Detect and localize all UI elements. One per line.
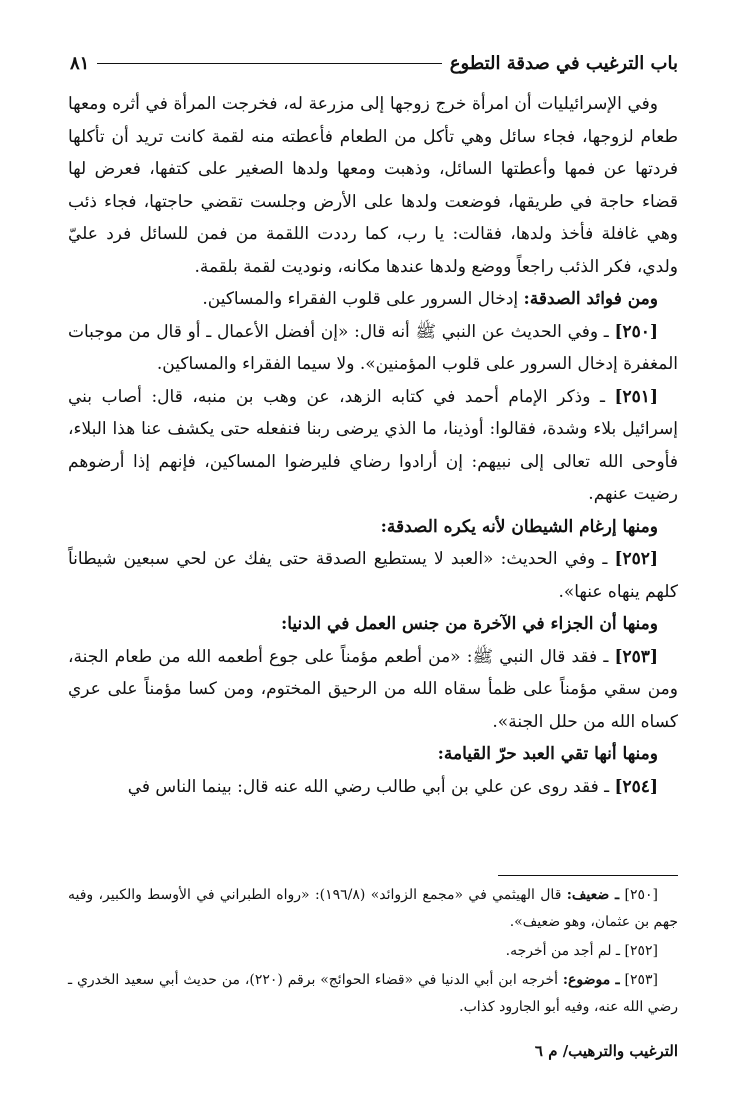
- heading-lead: ومن فوائد الصدقة:: [523, 289, 658, 309]
- paragraph-text: وفي الإسرائيليات أن امرأة خرج زوجها إلى مزرعة له، فخرجت المرأة في أثره ومعها طعام لزوجها، فجاء سائل وهي تأكل من الطعام فأعطته منه لقمة كانت تريد أن تأكلها فردتها عن فمها وأعطتها السائل، وذهبت ومعها ولدها الصغير على كتفها، فعرض لها قضاء حاجة في طريقها، فوضعت ولدها على الأرض وجلست تقضي حاجتها، فجاء ذئب وهي غافلة فأخذ ولدها، فقالت: يا رب، كما رددت اللقمة من فمن للسائل فرد عليّ ولدي، فكر الذئب راجعاً ووضع ولدها عندها مكانه، ونوديت لقمة بلقمة.: [68, 94, 678, 277]
- hadith-text: ـ وذكر الإمام أحمد في كتابه الزهد، عن وهب بن منبه، قال: أصاب بني إسرائيل بلاء وشدة، فقالوا: أوذينا، ما الذي يرضى ربنا فنفعله حتى يكشف عنا هذا البلاء، فأوحى الله تعالى إلى نبيهم: إن أرادوا رضاي فليرضوا المساكين، فإنهم إذا أرضوهم رضيت عنهم.: [68, 386, 678, 504]
- main-text: [68, 88, 678, 803]
- hadith-number: [٢٥٣]: [614, 646, 658, 667]
- footnotes: [68, 882, 678, 1023]
- section-heading: [68, 738, 678, 771]
- hadith-text: ـ وفي الحديث: «العبد لا يستطيع الصدقة حتى يفك عن لحي سبعين شيطاناً كلهم ينهاه عنها».: [68, 549, 678, 602]
- footnote: [68, 882, 678, 936]
- hadith-text: ـ وفي الحديث عن النبي ﷺ أنه قال: «إن أفضل الأعمال ـ أو قال من موجبات المغفرة إدخال السرور على قلوب المؤمنين». ولا سيما الفقراء والمساكين.: [68, 321, 678, 374]
- footnote-grade: ـ موضوع:: [562, 972, 620, 988]
- section-heading: [68, 608, 678, 641]
- footnote-number: [٢٥٠]: [624, 887, 658, 903]
- footnote-grade: ـ ضعيف:: [566, 887, 620, 903]
- footnote: [68, 938, 678, 965]
- section-heading: [68, 283, 678, 316]
- footnote-text: أخرجه ابن أبي الدنيا في «قضاء الحوائج» برقم (٢٢٠)، من حديث أبي سعيد الخدري ـ رضي الله عنه، وفيه أبو الجارود كذاب.: [68, 972, 678, 1015]
- heading-lead: ومنها أنها تقي العبد حرّ القيامة:: [437, 744, 658, 764]
- footnote: [68, 967, 678, 1021]
- hadith-number: [٢٥١]: [614, 386, 658, 407]
- chapter-title: باب الترغيب في صدقة التطوع: [449, 52, 678, 74]
- hadith-entry: [68, 641, 678, 739]
- heading-lead: ومنها أن الجزاء في الآخرة من جنس العمل في الدنيا:: [280, 614, 658, 634]
- hadith-entry: [68, 381, 678, 511]
- signature-mark: الترغيب والترهيب/ م ٦: [534, 1042, 678, 1060]
- hadith-entry: [68, 543, 678, 608]
- hadith-text: ـ فقد قال النبي ﷺ: «من أطعم مؤمناً على جوع أطعمه الله من طعام الجنة، ومن سقي مؤمناً على ظمأ سقاه الله من الرحيق المختوم، ومن كسا مؤمناً على عري كساه الله من حلل الجنة».: [68, 646, 678, 732]
- hadith-number: [٢٥٠]: [614, 321, 658, 342]
- hadith-number: [٢٥٤]: [614, 776, 658, 797]
- hadith-number: [٢٥٢]: [614, 549, 658, 569]
- hadith-text: ـ فقد روى عن علي بن أبي طالب رضي الله عنه قال: بينما الناس في: [127, 776, 615, 797]
- footnote-text: قال الهيثمي في «مجمع الزوائد» (١٩٦/٨): «رواه الطبراني في الأوسط والكبير، وفيه جهم بن عثمان، وهو ضعيف».: [68, 887, 678, 930]
- footnote-rule: [498, 875, 678, 876]
- hadith-entry: [68, 316, 678, 381]
- footnote-number: [٢٥٢]: [624, 943, 658, 959]
- heading-rest: إدخال السرور على قلوب الفقراء والمساكين.: [202, 289, 524, 309]
- paragraph: [68, 88, 678, 283]
- running-header: [70, 48, 678, 78]
- header-rule: [97, 63, 441, 64]
- footnote-text: ـ لم أجد من أخرجه.: [505, 943, 625, 959]
- footnote-number: [٢٥٣]: [624, 972, 659, 988]
- heading-lead: ومنها إرغام الشيطان لأنه يكره الصدقة:: [380, 516, 658, 537]
- section-heading: [68, 511, 678, 544]
- page-number: ٨١: [70, 52, 90, 74]
- hadith-entry: [68, 771, 678, 804]
